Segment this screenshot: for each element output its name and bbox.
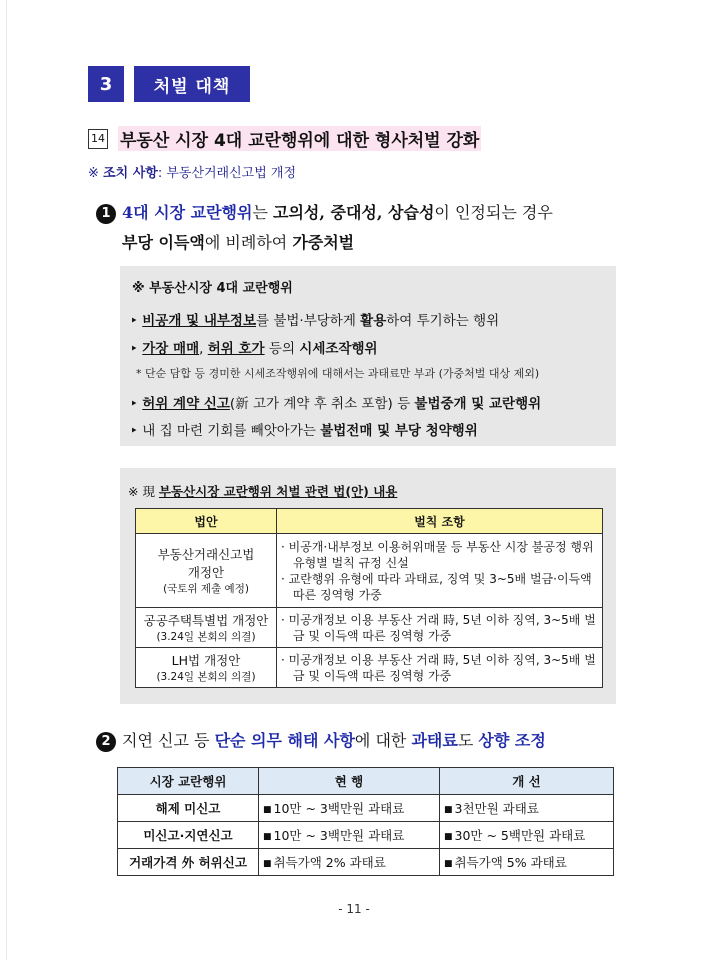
fine-improved bbox=[440, 795, 614, 822]
fine-header-improved: 개 선 bbox=[440, 768, 614, 795]
r4-a: 내 집 마련 기회를 빼앗아가는 bbox=[142, 423, 321, 439]
box1-row-2 bbox=[130, 337, 378, 357]
square-bullet-icon: ■ bbox=[263, 805, 272, 815]
page-number: - 11 - bbox=[338, 902, 370, 916]
r2-e: 시세조작행위 bbox=[299, 341, 378, 357]
law-status: (3.24일 본회의 의결) bbox=[156, 671, 256, 683]
section-title: 처벌 대책 bbox=[134, 66, 250, 102]
item-one bbox=[96, 198, 636, 258]
table-row bbox=[136, 648, 603, 688]
law-name: 공공주택특별법 개정안 bbox=[143, 613, 269, 628]
r3-b: (新 고가 계약 후 취소 포함) 등 bbox=[229, 396, 415, 412]
fine-current-text: 10만 ~ 3백만원 과태료 bbox=[273, 801, 405, 816]
fine-improved-text: 30만 ~ 5백만원 과태료 bbox=[454, 828, 586, 843]
item2-c: 단순 의무 해태 사항 bbox=[214, 731, 355, 750]
page-edge bbox=[6, 0, 7, 960]
r4-b: 불법전매 및 부당 청약행위 bbox=[320, 423, 478, 439]
r3-c: 불법중개 및 교란행위 bbox=[414, 396, 542, 412]
item1-profit: 부당 이득액 bbox=[122, 233, 205, 252]
fine-current bbox=[259, 849, 440, 876]
box2-title bbox=[128, 482, 397, 500]
box2-title-text: 부동산시장 교란행위 처벌 관련 법(안) 내용 bbox=[158, 484, 398, 499]
fine-improved bbox=[440, 822, 614, 849]
r1-a: 비공개 및 내부정보 bbox=[142, 313, 256, 329]
note-text: : 부동산거래신고법 개정 bbox=[157, 166, 297, 181]
law-table bbox=[135, 508, 603, 688]
heading-number-box: 14 bbox=[88, 129, 108, 149]
fine-table bbox=[117, 767, 614, 876]
fine-category: 미신고·지연신고 bbox=[118, 822, 259, 849]
r1-c: 활용 bbox=[360, 313, 387, 329]
item-two bbox=[96, 728, 546, 752]
r2-c: 허위 호가 bbox=[207, 341, 265, 357]
note-prefix: ※ bbox=[88, 166, 99, 181]
item1-text-a: 는 bbox=[252, 203, 274, 222]
fine-current bbox=[259, 822, 440, 849]
penalty-line: · 비공개·내부정보 이용허위매물 등 부동산 시장 불공정 행위 유형별 벌칙 규정 신설 bbox=[281, 539, 594, 570]
heading-title: 부동산 시장 4대 교란행위에 대한 형사처벌 강화 bbox=[118, 126, 481, 151]
box1-title: ※ 부동산시장 4대 교란행위 bbox=[132, 281, 293, 296]
law-name: 부동산거래신고법 bbox=[157, 547, 255, 562]
table-row bbox=[136, 534, 603, 608]
item2-g: 상향 조정 bbox=[478, 731, 546, 750]
item1-text-b: 이 인정되는 경우 bbox=[434, 203, 553, 222]
r2-d: 등의 bbox=[264, 341, 300, 357]
fine-category: 해제 미신고 bbox=[118, 795, 259, 822]
penalty-line: · 교란행위 유형에 따라 과태료, 징역 및 3~5배 벌금·이득액 따른 징역형 가중 bbox=[281, 571, 592, 602]
square-bullet-icon: ■ bbox=[263, 859, 272, 869]
item2-a: 지연 신고 bbox=[122, 731, 189, 750]
box1-row-1 bbox=[130, 309, 499, 329]
fine-header-current: 현 행 bbox=[259, 768, 440, 795]
penalty-line: · 미공개정보 이용 부동산 거래 時, 5년 이하 징역, 3~5배 벌금 및 이득액 따른 징역형 가중 bbox=[281, 612, 596, 643]
item2-b: 등 bbox=[188, 731, 215, 750]
r3-a: 허위 계약 신고 bbox=[142, 396, 230, 412]
bullet-one-icon: 1 bbox=[96, 204, 116, 224]
law-name-2: 개정안 bbox=[187, 565, 225, 580]
item1-key: 4대 시장 교란행위 bbox=[122, 203, 253, 222]
item2-f: 도 bbox=[457, 731, 479, 750]
item1-text-c: 에 비례하여 bbox=[204, 233, 293, 252]
box1-row-2-note: * 단순 담합 등 경미한 시세조작행위에 대해서는 과태료만 부과 (가중처벌 대상 제외) bbox=[136, 367, 540, 380]
law-name-cell bbox=[136, 648, 277, 688]
r2-a: 가장 매매 bbox=[142, 341, 200, 357]
law-name: LH법 개정안 bbox=[171, 653, 241, 668]
law-name-cell bbox=[136, 608, 277, 648]
fine-current-text: 10만 ~ 3백만원 과태료 bbox=[273, 828, 405, 843]
item2-e: 과태료 bbox=[411, 731, 458, 750]
box2-title-prefix: ※ 現 bbox=[128, 484, 159, 499]
item1-penalty: 가중처벌 bbox=[292, 233, 355, 252]
fine-category: 거래가격 外 허위신고 bbox=[118, 849, 259, 876]
law-status: (국토위 제출 예정) bbox=[163, 583, 249, 595]
r1-b: 를 불법·부당하게 bbox=[256, 313, 361, 329]
table-row bbox=[118, 849, 614, 876]
square-bullet-icon: ■ bbox=[444, 859, 453, 869]
item1-traits: 고의성, 중대성, 상습성 bbox=[273, 203, 435, 222]
triangle-bullet-icon: ‣ bbox=[130, 313, 138, 329]
law-header-bill: 법안 bbox=[136, 509, 277, 534]
table-row bbox=[118, 795, 614, 822]
r2-b: , bbox=[199, 341, 208, 357]
table-row bbox=[118, 822, 614, 849]
fine-improved-text: 취득가액 5% 과태료 bbox=[454, 855, 567, 870]
penalty-line: · 미공개정보 이용 부동산 거래 時, 5년 이하 징역, 3~5배 벌금 및 이득액 따른 징역형 가중 bbox=[281, 652, 596, 683]
law-status: (3.24일 본회의 의결) bbox=[156, 631, 256, 643]
law-penalty-cell bbox=[277, 648, 603, 688]
fine-current bbox=[259, 795, 440, 822]
item2-d: 에 대한 bbox=[354, 731, 412, 750]
table-row bbox=[136, 608, 603, 648]
subsection-heading bbox=[88, 126, 481, 151]
box1-row-4 bbox=[130, 419, 478, 439]
square-bullet-icon: ■ bbox=[263, 832, 272, 842]
law-penalty-cell bbox=[277, 608, 603, 648]
square-bullet-icon: ■ bbox=[444, 805, 453, 815]
fine-improved bbox=[440, 849, 614, 876]
action-note bbox=[88, 162, 296, 181]
bullet-two-icon: 2 bbox=[96, 732, 116, 752]
law-penalty-cell bbox=[277, 534, 603, 608]
triangle-bullet-icon: ‣ bbox=[130, 423, 138, 439]
note-label: 조치 사항 bbox=[103, 166, 158, 181]
law-box bbox=[120, 468, 616, 704]
triangle-bullet-icon: ‣ bbox=[130, 396, 138, 412]
r1-d: 하여 투기하는 행위 bbox=[386, 313, 500, 329]
fine-improved-text: 3천만원 과태료 bbox=[454, 801, 539, 816]
fine-current-text: 취득가액 2% 과태료 bbox=[273, 855, 386, 870]
fine-header-category: 시장 교란행위 bbox=[118, 768, 259, 795]
disruption-acts-box bbox=[120, 266, 616, 446]
law-header-penalty: 벌칙 조항 bbox=[277, 509, 603, 534]
law-name-cell bbox=[136, 534, 277, 608]
square-bullet-icon: ■ bbox=[444, 832, 453, 842]
triangle-bullet-icon: ‣ bbox=[130, 341, 138, 357]
section-number: 3 bbox=[88, 66, 124, 102]
box1-row-3 bbox=[130, 392, 541, 412]
